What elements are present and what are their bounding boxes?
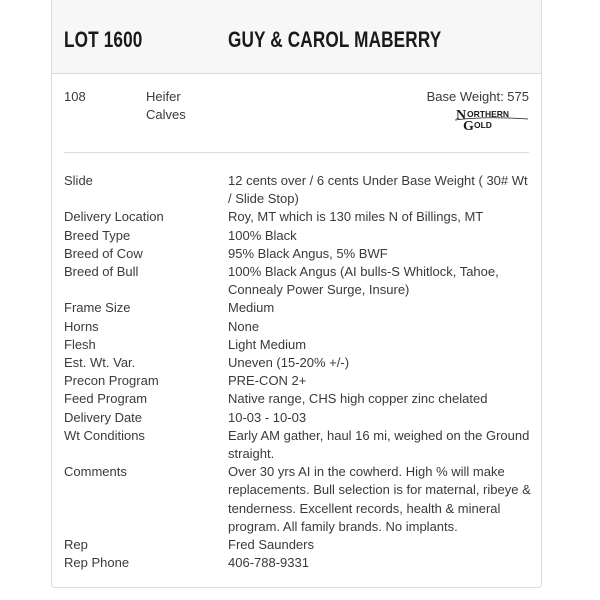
detail-value: PRE-CON 2+ [228,373,307,389]
logo-word-old: OLD [474,120,492,130]
lot-number: LOT 1600 [64,27,143,52]
detail-label: Rep [64,537,88,553]
section-divider [64,152,529,153]
detail-label: Breed of Cow [64,245,143,261]
detail-value: None [228,318,260,334]
logo-letter-n: N [456,108,467,123]
northern-gold-logo-icon [454,107,530,131]
detail-label: Est. Wt. Var. [64,355,136,371]
detail-row [64,390,534,408]
detail-label: Flesh [64,336,96,352]
details-list [64,172,534,572]
lot-summary [52,88,541,148]
detail-value: 100% Black [228,227,297,243]
detail-value: Over 30 yrs AI in the cowherd. High % will make replacements. Bull selection is for maternal, ribeye & tenderness. Excellent records, health & mineral program. All family brands. No implants. [228,464,531,534]
detail-row [64,208,534,226]
detail-label: Breed of Bull [64,264,139,280]
detail-label: Slide [64,173,93,188]
detail-value: Native range, CHS high copper zinc chelated [228,391,488,407]
detail-value: 12 cents over / 6 cents Under Base Weight ( 30# Wt / Slide Stop) [228,173,528,207]
detail-row [64,354,534,372]
detail-row [64,245,534,263]
base-weight: Base Weight: 575 [426,89,529,104]
logo-letter-g: G [463,119,474,131]
detail-value: 100% Black Angus (AI bulls-S Whitlock, Tahoe, Connealy Power Surge, Insure) [228,264,499,298]
detail-value: Uneven (15-20% +/-) [228,355,350,371]
detail-row [64,372,534,390]
detail-value: 406-788-9331 [228,555,309,571]
detail-value: Roy, MT which is 130 miles N of Billings, MT [228,209,484,225]
detail-row [64,336,534,354]
head-count: 108 [64,89,86,104]
detail-label: Precon Program [64,373,159,389]
detail-row [64,536,534,554]
detail-value: 10-03 - 10-03 [228,409,307,425]
detail-row [64,463,534,536]
detail-row [64,318,534,336]
detail-label: Horns [64,318,99,334]
detail-label: Breed Type [64,227,131,243]
detail-value: Light Medium [228,336,307,352]
detail-value: Fred Saunders [228,537,314,553]
detail-value: Medium [228,300,275,316]
detail-value: 95% Black Angus, 5% BWF [228,245,388,261]
detail-row [64,409,534,427]
detail-label: Delivery Location [64,209,164,225]
detail-row [64,227,534,245]
detail-value: Early AM gather, haul 16 mi, weighed on the Ground straight. [228,427,530,462]
logo-word-orthern: ORTHERN [467,109,510,119]
detail-row [64,299,534,317]
seller-name: GUY & CAROL MABERRY [228,27,442,52]
detail-label: Feed Program [64,391,148,407]
detail-row [64,427,534,463]
detail-row [64,263,534,299]
detail-label: Comments [64,464,127,480]
lot-header [52,0,541,74]
detail-row [64,172,534,208]
detail-label: Delivery Date [64,409,143,425]
detail-label: Frame Size [64,300,131,316]
cattle-type: Heifer Calves [146,89,186,122]
detail-label: Wt Conditions [64,427,145,443]
detail-label: Rep Phone [64,555,130,571]
detail-row [64,554,534,572]
lot-card [51,0,542,588]
